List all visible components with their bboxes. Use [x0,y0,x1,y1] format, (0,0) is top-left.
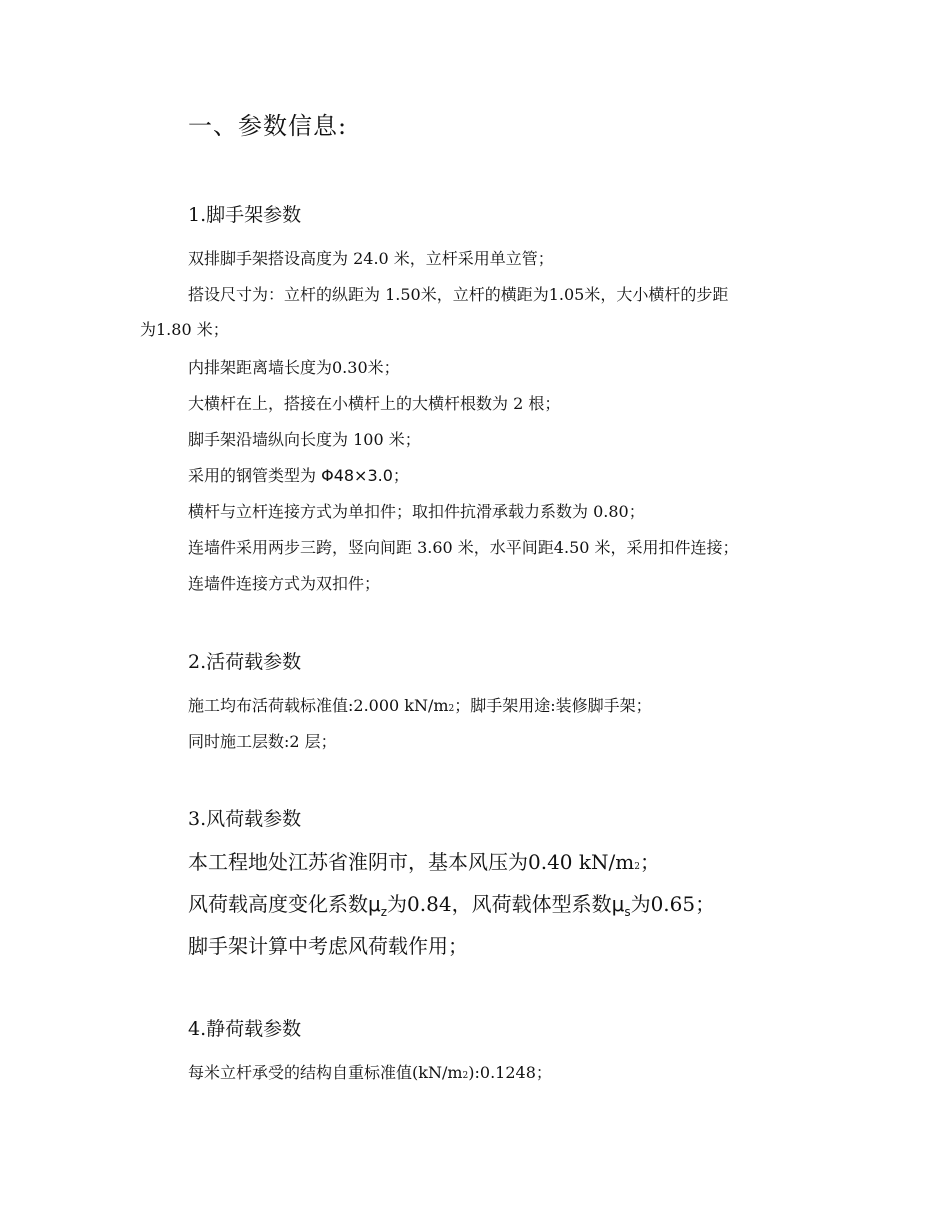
section-1-line-8: 连墙件采用两步三跨，竖向间距 3.60 米，水平间距4.50 米，采用扣件连接； [188,538,739,557]
self-weight-text: 每米立杆承受的结构自重标准值(kN/m [188,1063,463,1082]
section-2-line-2: 同时施工层数:2 层； [188,732,337,751]
mu-symbol: μ [368,892,381,916]
section-4-line-1 [188,1060,552,1083]
mu-z-subscript: z [380,905,388,919]
mu-s-subscript: s [624,905,631,919]
height-coefficient-label: 风荷载高度变化系数 [188,892,368,916]
line-end-punct: ； [639,850,660,874]
document-title: 一、参数信息: [188,112,348,140]
shape-coefficient-value: 为0.65； [630,892,716,916]
section-1-line-1: 双排脚手架搭设高度为 24.0 米，立杆采用单立管； [188,249,554,268]
section-2-heading: 2.活荷载参数 [188,651,302,673]
shape-coefficient-label: 为0.84，风荷载体型系数 [387,892,612,916]
section-4-heading: 4.静荷载参数 [188,1018,302,1040]
wind-pressure-text: 本工程地处江苏省淮阴市，基本风压为0.40 kN/m [188,850,635,874]
section-1-heading: 1.脚手架参数 [188,204,302,226]
section-1-line-9: 连墙件连接方式为双扣件； [188,574,381,593]
scaffold-usage-text: ；脚手架用途:装修脚手架； [454,696,652,715]
section-1-line-3: 内排架距离墙长度为0.30米； [188,358,400,377]
section-1-line-2: 搭设尺寸为：立杆的纵距为 1.50米，立杆的横距为1.05米，大小横杆的步距 [188,285,729,304]
section-1-line-4: 大横杆在上，搭接在小横杆上的大横杆根数为 2 根； [188,394,561,413]
section-3-line-3: 脚手架计算中考虑风荷载作用； [188,934,468,958]
self-weight-value: ):0.1248； [468,1063,552,1082]
section-1-line-2-continued: 为1.80 米； [140,320,229,339]
pipe-type-value: Φ48×3.0 [321,466,393,485]
unit-superscript: 2 [634,862,640,872]
section-3-heading: 3.风荷载参数 [188,808,302,830]
section-1-line-5: 脚手架沿墙纵向长度为 100 米； [188,430,421,449]
live-load-text: 施工均布活荷载标准值:2.000 kN/m [188,696,449,715]
pipe-type-suffix: ； [392,466,409,485]
section-3-line-1 [188,846,660,875]
section-2-line-1 [188,693,652,716]
section-1-line-7: 横杆与立杆连接方式为单扣件；取扣件抗滑承载力系数为 0.80； [188,502,645,521]
pipe-type-label: 采用的钢管类型为 [188,466,322,485]
unit-superscript: 2 [448,704,455,714]
section-1-line-6 [188,463,409,486]
unit-superscript: 2 [462,1071,469,1081]
section-3-line-2 [188,888,715,919]
mu-symbol: μ [611,892,625,916]
